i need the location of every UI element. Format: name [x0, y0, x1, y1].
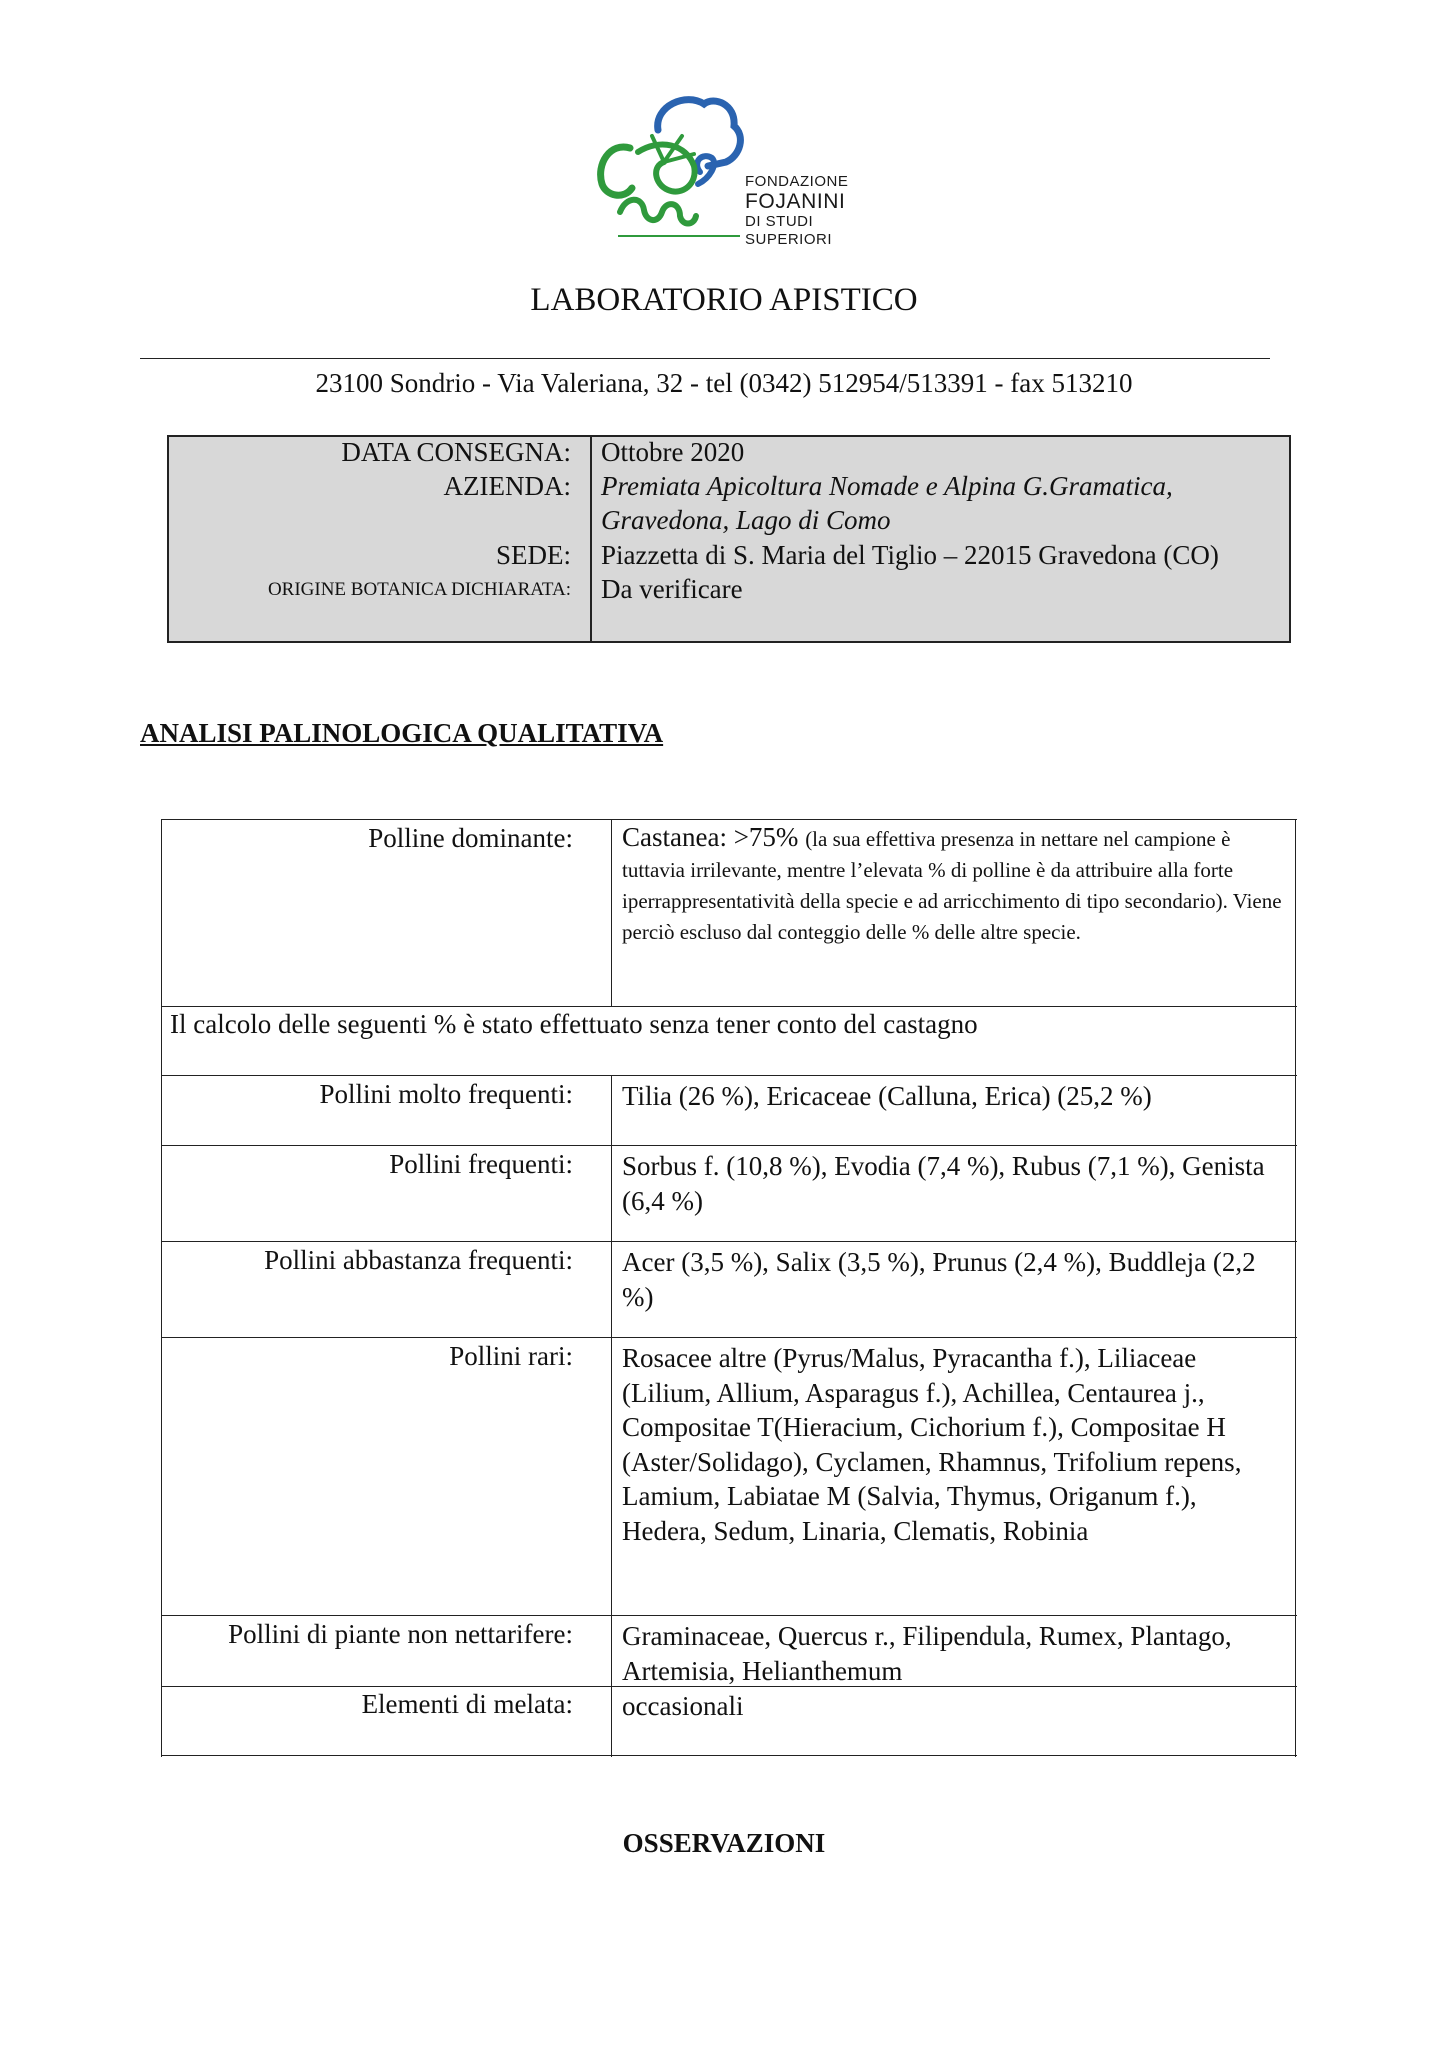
rare-label: Pollini rari:	[449, 1341, 573, 1371]
pollen-analysis-table	[161, 819, 1297, 1757]
dominant-pollen-label: Polline dominante:	[368, 823, 573, 853]
calculation-note: Il calcolo delle seguenti % è stato effettuato senza tener conto del castagno	[170, 1009, 978, 1039]
very-frequent-label: Pollini molto frequenti:	[319, 1079, 573, 1109]
table-row-divider	[161, 1615, 1297, 1616]
table-border-top	[161, 819, 1297, 820]
very-frequent-value: Tilia (26 %), Ericaceae (Calluna, Erica) (25,2 %)	[622, 1081, 1152, 1111]
table-border-right	[1295, 819, 1296, 1757]
sample-info-box	[167, 435, 1291, 643]
site-value: Piazzetta di S. Maria del Tiglio – 22015 Gravedona (CO)	[601, 540, 1219, 570]
logo-line-3: DI STUDI	[745, 213, 814, 230]
lab-address: 23100 Sondrio - Via Valeriana, 32 - tel (0342) 512954/513391 - fax 513210	[315, 368, 1133, 398]
foundation-logo	[590, 92, 860, 252]
table-row-divider	[161, 1241, 1297, 1242]
table-row-divider	[161, 1075, 1297, 1076]
leaf-logo-icon	[590, 92, 750, 252]
botanical-origin-label: ORIGINE BOTANICA DICHIARATA:	[267, 579, 571, 600]
botanical-origin-value: Da verificare	[601, 574, 743, 604]
company-value-line-2: Gravedona, Lago di Como	[601, 505, 891, 535]
frequent-value: Sorbus f. (10,8 %), Evodia (7,4 %), Rubus (7,1 %), Genista (6,4 %)	[622, 1151, 1265, 1216]
logo-line-2: FOJANINI	[745, 190, 846, 213]
logo-line-4: SUPERIORI	[745, 231, 833, 248]
observations-title: OSSERVAZIONI	[622, 1828, 826, 1858]
non-nectar-value: Graminaceae, Quercus r., Filipendula, Rumex, Plantago, Artemisia, Helianthemum	[622, 1621, 1232, 1686]
section-title: ANALISI PALINOLOGICA QUALITATIVA	[140, 718, 664, 748]
non-nectar-label: Pollini di piante non nettarifere:	[228, 1619, 573, 1649]
table-border-left	[161, 819, 162, 1757]
fairly-frequent-value: Acer (3,5 %), Salix (3,5 %), Prunus (2,4 %), Buddleja (2,2 %)	[622, 1247, 1256, 1312]
table-border-bottom	[161, 1755, 1297, 1756]
header-divider	[140, 358, 1270, 359]
table-row-divider	[161, 1337, 1297, 1338]
dominant-pollen-note: (la sua effettiva presenza in nettare nel campione è tuttavia irrilevante, mentre l’elevata % di polline è da attribuire alla forte iperrappresentatività della specie e ad arricchimento di tipo secondario). Viene perciò escluso dal conteggio delle % delle altre specie.	[622, 827, 1282, 944]
table-row-divider	[161, 1145, 1297, 1146]
lab-title: LABORATORIO APISTICO	[530, 282, 918, 318]
dominant-pollen-value	[622, 823, 1282, 947]
site-label: SEDE:	[495, 540, 571, 570]
frequent-label: Pollini frequenti:	[389, 1149, 573, 1179]
table-column-divider	[611, 819, 612, 1007]
table-column-divider	[611, 1075, 612, 1757]
info-divider	[590, 437, 592, 641]
delivery-date-value: Ottobre 2020	[601, 437, 745, 467]
dominant-pollen-main: Castanea: >75%	[622, 822, 799, 852]
company-value-line-1: Premiata Apicoltura Nomade e Alpina G.Gramatica,	[601, 471, 1173, 501]
logo-line-1: FONDAZIONE	[745, 173, 849, 190]
company-label: AZIENDA:	[443, 471, 571, 501]
honeydew-label: Elementi di melata:	[361, 1689, 573, 1719]
honeydew-value: occasionali	[622, 1691, 744, 1721]
rare-value: Rosacee altre (Pyrus/Malus, Pyracantha f.), Liliaceae (Lilium, Allium, Asparagus f.), Achillea, Centaurea j., Compositae T(Hieracium, Cichorium f.), Compositae H (Aster/Solidago), Cyclamen, Rhamnus, Trifolium repens, Lamium, Labiatae M (Salvia, Thymus, Origanum f.), Hedera, Sedum, Linaria, Clematis, Robinia	[622, 1343, 1242, 1546]
fairly-frequent-label: Pollini abbastanza frequenti:	[264, 1245, 573, 1275]
delivery-date-label: DATA CONSEGNA:	[341, 437, 571, 467]
table-row-divider	[161, 1006, 1297, 1007]
